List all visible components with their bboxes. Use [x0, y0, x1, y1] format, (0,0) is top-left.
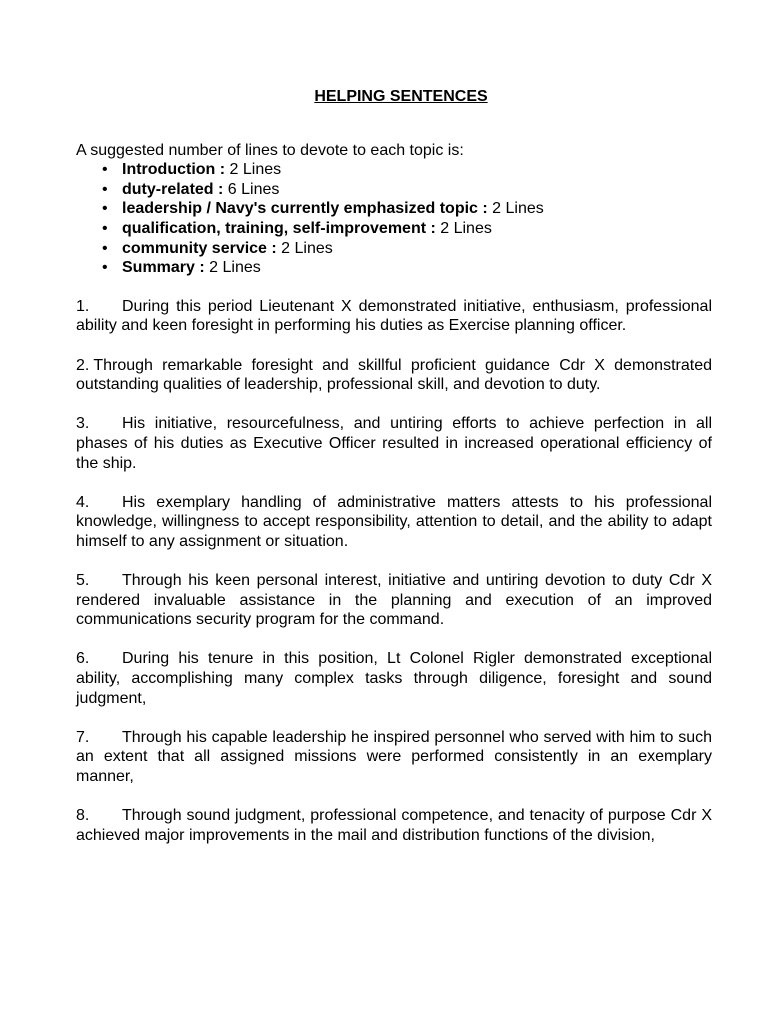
page-title: HELPING SENTENCES — [314, 88, 488, 105]
topic-value: 6 Lines — [223, 180, 280, 198]
paragraph-number: 2. — [76, 356, 90, 374]
topic-label: Summary : — [122, 259, 205, 277]
paragraph-text: His initiative, resourcefulness, and untiring efforts to achieve perfection in all phases of his duties as Executive Officer resulted in increased operational efficiency of the ship. — [76, 415, 712, 472]
topic-label: Introduction : — [122, 161, 226, 179]
paragraph-5 — [76, 571, 712, 630]
topic-label: community service : — [122, 239, 277, 257]
list-item — [102, 258, 712, 278]
paragraph-6 — [76, 649, 712, 708]
topic-label: leadership / Navy's currently emphasized topic : — [122, 200, 488, 218]
paragraph-number: 4. — [76, 493, 90, 511]
paragraph-number: 5. — [76, 572, 90, 590]
bullet-icon: • — [102, 259, 108, 277]
list-item — [102, 180, 712, 200]
topic-list — [76, 160, 712, 278]
paragraph-text: Through his keen personal interest, initiative and untiring devotion to duty Cdr X rendered invaluable assistance in the planning and execution of an improved communications security program for the command. — [76, 572, 712, 629]
paragraph-number: 6. — [76, 650, 90, 668]
paragraph-text: Through his capable leadership he inspired personnel who served with him to such an extent that all assigned missions were performed consistently in an exemplary manner, — [76, 728, 712, 785]
list-item — [102, 219, 712, 239]
paragraph-number: 8. — [76, 807, 90, 825]
bullet-icon: • — [102, 200, 108, 218]
list-item — [102, 199, 712, 219]
bullet-icon: • — [102, 180, 108, 198]
paragraph-number: 7. — [76, 728, 90, 746]
topic-value: 2 Lines — [487, 200, 544, 218]
bullet-icon: • — [102, 219, 108, 237]
bullet-icon: • — [102, 239, 108, 257]
paragraph-number: 3. — [76, 415, 90, 433]
paragraph-text: During this period Lieutenant X demonstrated initiative, enthusiasm, professional ability and keen foresight in performing his duties as Exercise planning officer. — [76, 297, 712, 335]
paragraph-text: His exemplary handling of administrative matters attests to his professional knowledge, willingness to accept responsibility, attention to detail, and the ability to adapt himself to any assignment or situation. — [76, 493, 712, 550]
paragraph-3 — [76, 414, 712, 473]
topic-label: duty-related : — [122, 180, 224, 198]
list-item — [102, 160, 712, 180]
bullet-icon: • — [102, 161, 108, 179]
paragraph-4 — [76, 493, 712, 552]
list-item — [102, 239, 712, 259]
topic-label: qualification, training, self-improvement : — [122, 219, 436, 237]
topic-value: 2 Lines — [204, 259, 261, 277]
paragraph-text: Through sound judgment, professional competence, and tenacity of purpose Cdr X achieved major improvements in the mail and distribution functions of the division, — [76, 807, 712, 844]
paragraph-8 — [76, 806, 712, 845]
topic-value: 2 Lines — [276, 239, 333, 257]
topic-value: 2 Lines — [225, 161, 282, 179]
paragraph-2 — [76, 356, 712, 395]
intro-text: A suggested number of lines to devote to each topic is: — [76, 141, 464, 159]
paragraph-1 — [76, 297, 712, 336]
paragraph-text: Through remarkable foresight and skillful proficient guidance Cdr X demonstrated outstanding qualities of leadership, professional skill, and devotion to duty. — [76, 356, 712, 394]
paragraph-text: During his tenure in this position, Lt Colonel Rigler demonstrated exceptional ability, accomplishing many complex tasks through diligence, foresight and sound judgment, — [76, 650, 712, 707]
paragraph-number: 1. — [76, 297, 90, 315]
topic-value: 2 Lines — [435, 219, 492, 237]
paragraph-7 — [76, 728, 712, 787]
